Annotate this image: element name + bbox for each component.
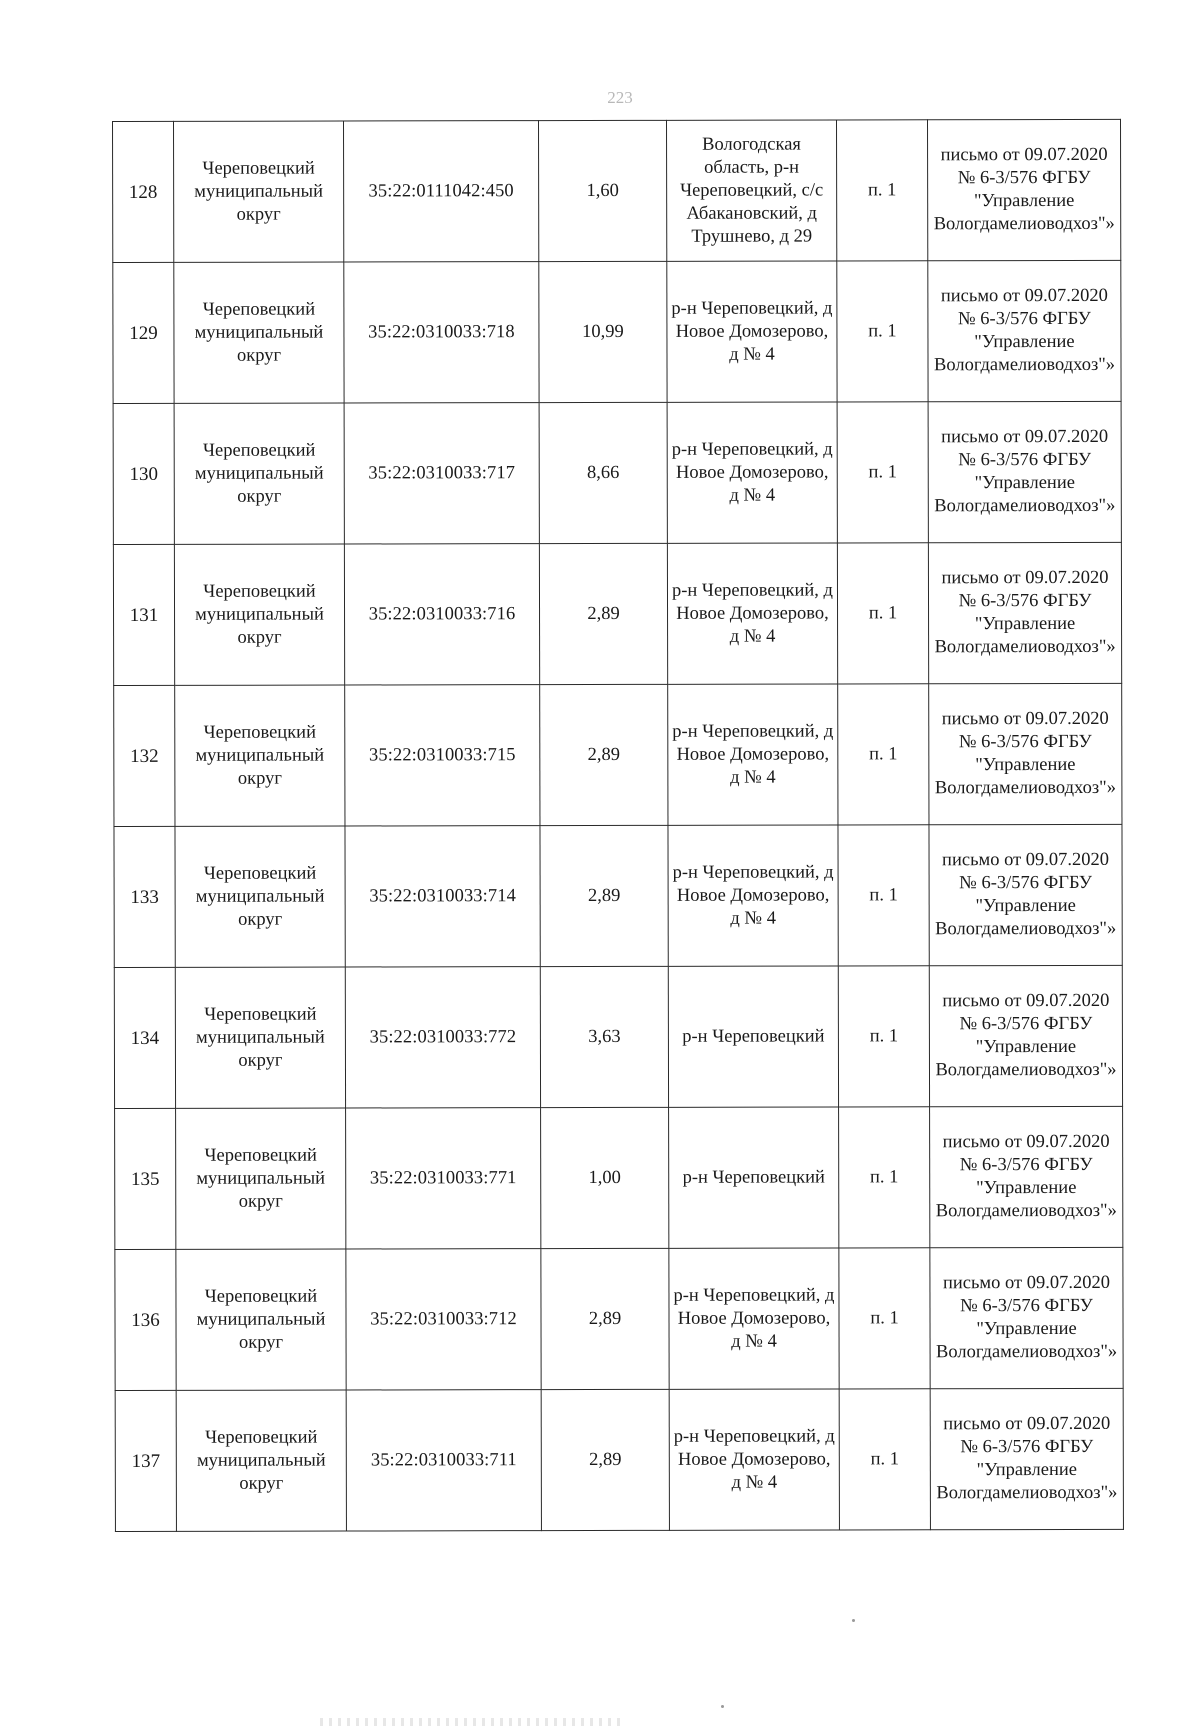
row-number-cell: 132 — [114, 685, 175, 826]
basis-cell: письмо от 09.07.2020 № 6-3/576 ФГБУ "Управление Вологдамелиоводхоз"» — [929, 683, 1122, 824]
row-number-cell: 136 — [115, 1249, 176, 1390]
district-cell: Череповецкий муниципальный округ — [174, 544, 344, 685]
clause-cell: п. 1 — [839, 1389, 930, 1530]
address-cell: р-н Череповецкий, д Новое Домозерово, д № 4 — [669, 1389, 839, 1530]
cadastral-number-cell: 35:22:0111042:450 — [344, 121, 539, 262]
basis-cell: письмо от 09.07.2020 № 6-3/576 ФГБУ "Управление Вологдамелиоводхоз"» — [930, 1247, 1123, 1388]
cadastral-number-cell: 35:22:0310033:771 — [346, 1108, 541, 1249]
table-row — [113, 401, 1121, 544]
clause-cell: п. 1 — [838, 966, 929, 1107]
district-cell: Череповецкий муниципальный округ — [174, 262, 344, 403]
clause-cell: п. 1 — [839, 1248, 930, 1389]
address-cell: р-н Череповецкий, д Новое Домозерово, д № 4 — [668, 684, 838, 825]
table-row — [113, 542, 1121, 685]
district-cell: Череповецкий муниципальный округ — [174, 121, 344, 262]
page-number: 223 — [607, 88, 633, 107]
area-cell: 1,60 — [539, 120, 667, 261]
address-cell: р-н Череповецкий, д Новое Домозерово, д № 4 — [668, 825, 838, 966]
scan-speck — [721, 1705, 724, 1708]
row-number-cell: 133 — [114, 826, 175, 967]
table-row — [114, 683, 1122, 826]
area-cell: 2,89 — [540, 825, 668, 966]
basis-cell: письмо от 09.07.2020 № 6-3/576 ФГБУ "Управление Вологдамелиоводхоз"» — [929, 965, 1122, 1106]
clause-cell: п. 1 — [836, 120, 927, 261]
address-cell: р-н Череповецкий — [668, 966, 838, 1107]
table-row — [113, 119, 1121, 262]
district-cell: Череповецкий муниципальный округ — [176, 1390, 346, 1531]
address-cell: Вологодская область, р-н Череповецкий, с/с Абакановский, д Трушнево, д 29 — [666, 120, 836, 261]
land-plots-table — [112, 119, 1124, 1532]
table-row — [115, 1388, 1123, 1531]
area-cell: 2,89 — [541, 1389, 669, 1530]
table-body — [113, 119, 1124, 1531]
area-cell: 2,89 — [539, 543, 667, 684]
table-row — [113, 260, 1121, 403]
row-number-cell: 129 — [113, 262, 174, 403]
address-cell: р-н Череповецкий, д Новое Домозерово, д № 4 — [667, 261, 837, 402]
cadastral-number-cell: 35:22:0310033:772 — [345, 967, 540, 1108]
district-cell: Череповецкий муниципальный округ — [176, 1108, 346, 1249]
area-cell: 1,00 — [541, 1107, 669, 1248]
row-number-cell: 135 — [115, 1108, 176, 1249]
row-number-cell: 137 — [115, 1390, 176, 1531]
district-cell: Череповецкий муниципальный округ — [174, 403, 344, 544]
table-row — [115, 1247, 1123, 1390]
clause-cell: п. 1 — [839, 1107, 930, 1248]
basis-cell: письмо от 09.07.2020 № 6-3/576 ФГБУ "Управление Вологдамелиоводхоз"» — [928, 542, 1121, 683]
address-cell: р-н Череповецкий, д Новое Домозерово, д № 4 — [667, 543, 837, 684]
cadastral-number-cell: 35:22:0310033:716 — [344, 544, 539, 685]
clause-cell: п. 1 — [837, 261, 928, 402]
basis-cell: письмо от 09.07.2020 № 6-3/576 ФГБУ "Управление Вологдамелиоводхоз"» — [928, 401, 1121, 542]
clause-cell: п. 1 — [837, 402, 928, 543]
clause-cell: п. 1 — [837, 543, 928, 684]
area-cell: 10,99 — [539, 261, 667, 402]
cadastral-number-cell: 35:22:0310033:715 — [345, 685, 540, 826]
basis-cell: письмо от 09.07.2020 № 6-3/576 ФГБУ "Управление Вологдамелиоводхоз"» — [928, 260, 1121, 401]
cadastral-number-cell: 35:22:0310033:711 — [346, 1390, 541, 1531]
address-cell: р-н Череповецкий, д Новое Домозерово, д № 4 — [669, 1248, 839, 1389]
cadastral-number-cell: 35:22:0310033:712 — [346, 1249, 541, 1390]
row-number-cell: 134 — [114, 967, 175, 1108]
area-cell: 2,89 — [541, 1248, 669, 1389]
table-row — [115, 1106, 1123, 1249]
cadastral-number-cell: 35:22:0310033:717 — [344, 403, 539, 544]
basis-cell: письмо от 09.07.2020 № 6-3/576 ФГБУ "Управление Вологдамелиоводхоз"» — [930, 1388, 1123, 1529]
district-cell: Череповецкий муниципальный округ — [175, 967, 345, 1108]
row-number-cell: 131 — [113, 544, 174, 685]
scan-speck — [852, 1619, 855, 1622]
district-cell: Череповецкий муниципальный округ — [175, 826, 345, 967]
address-cell: р-н Череповецкий — [669, 1107, 839, 1248]
address-cell: р-н Череповецкий, д Новое Домозерово, д № 4 — [667, 402, 837, 543]
table-row — [114, 824, 1122, 967]
cadastral-number-cell: 35:22:0310033:714 — [345, 826, 540, 967]
area-cell: 3,63 — [540, 966, 668, 1107]
row-number-cell: 130 — [113, 403, 174, 544]
row-number-cell: 128 — [113, 121, 174, 262]
scan-smudge — [320, 1718, 620, 1726]
clause-cell: п. 1 — [838, 825, 929, 966]
area-cell: 8,66 — [539, 402, 667, 543]
basis-cell: письмо от 09.07.2020 № 6-3/576 ФГБУ "Управление Вологдамелиоводхоз"» — [930, 1106, 1123, 1247]
basis-cell: письмо от 09.07.2020 № 6-3/576 ФГБУ "Управление Вологдамелиоводхоз"» — [929, 824, 1122, 965]
table-row — [114, 965, 1122, 1108]
cadastral-number-cell: 35:22:0310033:718 — [344, 262, 539, 403]
area-cell: 2,89 — [540, 684, 668, 825]
district-cell: Череповецкий муниципальный округ — [175, 685, 345, 826]
clause-cell: п. 1 — [838, 684, 929, 825]
district-cell: Череповецкий муниципальный округ — [176, 1249, 346, 1390]
basis-cell: письмо от 09.07.2020 № 6-3/576 ФГБУ "Управление Вологдамелиоводхоз"» — [927, 119, 1120, 260]
